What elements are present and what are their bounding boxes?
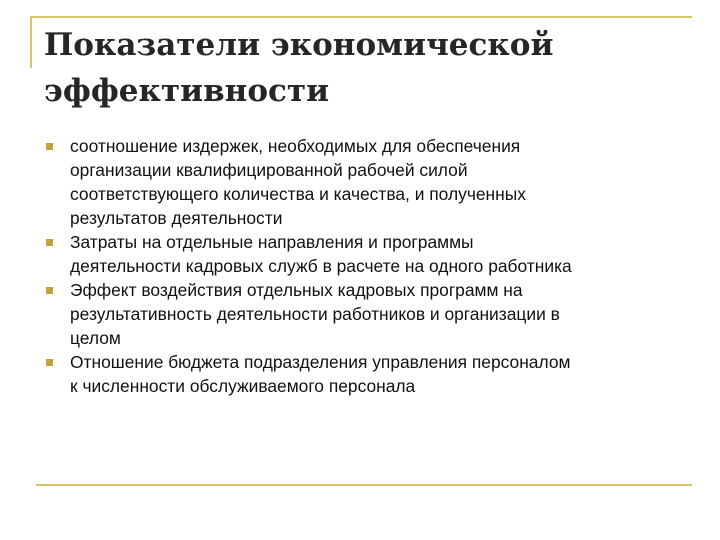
square-bullet-icon [46,239,53,246]
bullet-text-line: Отношение бюджета подразделения управления персоналом [70,352,571,372]
slide-title-line-1: Показатели экономической [44,27,554,63]
square-bullet-icon [46,143,53,150]
bottom-rule [36,484,692,486]
bullet-text-line: соотношение издержек, необходимых для обеспечения [70,136,521,156]
slide-title-line-2: эффективности [44,73,330,109]
bullet-text-line: результативность деятельности работников и организации в [70,304,560,324]
bullet-list [40,134,690,398]
bullet-text-line: результатов деятельности [70,208,283,228]
square-bullet-icon [46,287,53,294]
bullet-item-budget-ratio [40,350,690,398]
left-rule [30,16,32,68]
slide-title [44,22,684,114]
bullet-text-line: деятельности кадровых служб в расчете на одного работника [70,256,572,276]
bullet-text-line: целом [70,328,121,348]
bullet-item-program-costs [40,230,690,278]
bullet-text-line: соответствующего количества и качества, и полученных [70,184,526,204]
bullet-text-line: организации квалифицированной рабочей силой [70,160,468,180]
bullet-item-program-effect [40,278,690,350]
bullet-text-line: Затраты на отдельные направления и программы [70,232,474,252]
bullet-item-cost-ratio [40,134,690,230]
bullet-text-line: Эффект воздействия отдельных кадровых программ на [70,280,523,300]
square-bullet-icon [46,359,53,366]
top-rule [30,16,692,18]
bullet-text-line: к численности обслуживаемого персонала [70,376,416,396]
